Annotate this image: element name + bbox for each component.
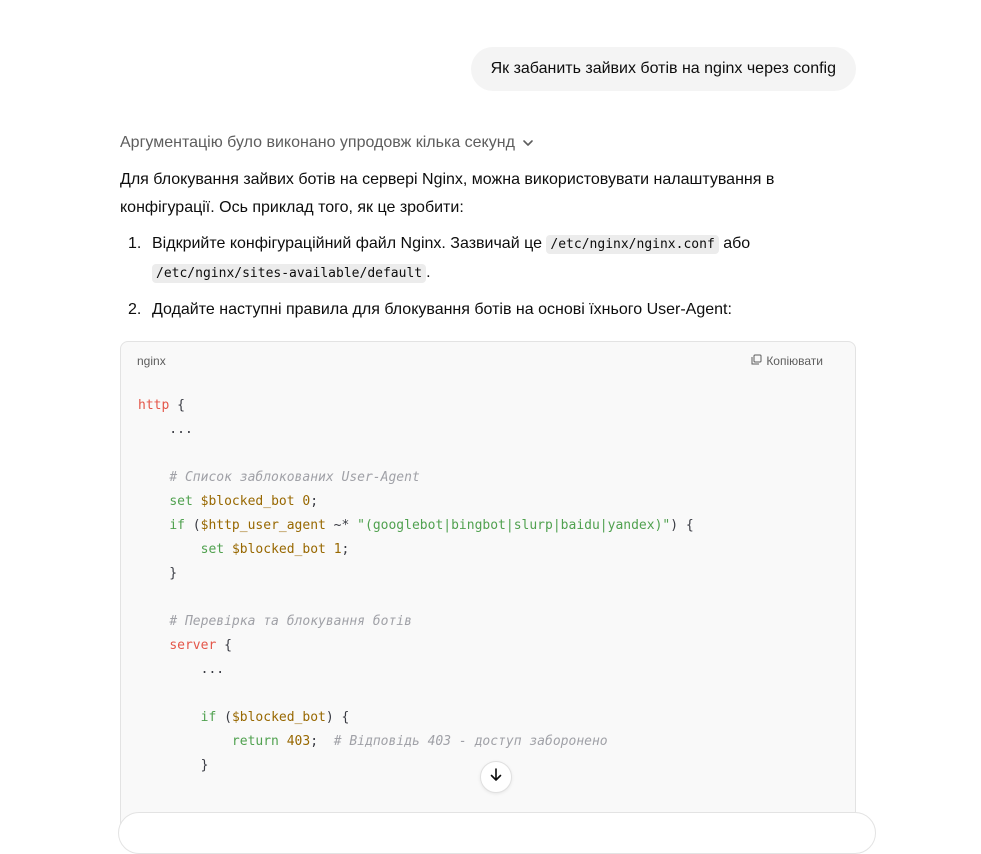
- reasoning-toggle[interactable]: [120, 134, 535, 152]
- list-item: [120, 230, 860, 288]
- step-text-before: Відкрийте конфігураційний файл Nginx. Зазвичай це: [152, 235, 547, 252]
- message-composer[interactable]: [118, 812, 876, 854]
- code-line: http {: [138, 398, 185, 413]
- chevron-down-icon: [521, 136, 535, 150]
- code-line: # Перевірка та блокування ботів: [169, 614, 412, 629]
- code-line: }: [138, 566, 178, 581]
- reasoning-label: Аргументацію було виконано упродовж кілька секунд: [120, 134, 515, 151]
- copy-button[interactable]: [751, 354, 823, 368]
- steps-list: [120, 230, 860, 332]
- inline-code-path: /etc/nginx/nginx.conf: [546, 235, 718, 254]
- code-line: server {: [169, 638, 232, 653]
- code-language-label: nginx: [137, 354, 166, 368]
- list-item: [120, 296, 860, 324]
- inline-code-path: /etc/nginx/sites-available/default: [152, 264, 426, 283]
- step-number: 1.: [128, 235, 142, 252]
- code-line: set $blocked_bot 1;: [200, 542, 350, 557]
- arrow-down-icon: [488, 767, 504, 788]
- code-line: set $blocked_bot 0;: [169, 494, 319, 509]
- code-line: if ($blocked_bot) {: [200, 710, 350, 725]
- code-line: return 403; # Відповідь 403 - доступ заборонено: [231, 734, 608, 749]
- code-line: # Список заблокованих User-Agent: [169, 470, 420, 485]
- code-line: if ($http_user_agent ~* "(googlebot|bingbot|slurp|baidu|yandex)") {: [169, 518, 694, 533]
- user-message-bubble: [471, 47, 856, 91]
- assistant-intro-text: Для блокування зайвих ботів на сервері Nginx, можна використовувати налаштування в конфігурації. Ось приклад того, як це зробити:: [120, 171, 775, 216]
- code-line: }: [138, 758, 209, 773]
- user-message-text: Як забанить зайвих ботів на nginx через config: [490, 60, 836, 77]
- code-header: [121, 342, 855, 380]
- code-line: ...: [138, 662, 225, 677]
- copy-icon: [751, 354, 762, 368]
- step-text-middle: або: [718, 235, 751, 252]
- step-text-after: .: [426, 264, 431, 281]
- code-line: ...: [138, 422, 193, 437]
- copy-label: Копіювати: [766, 354, 823, 368]
- code-content: [121, 380, 855, 792]
- step-number: 2.: [128, 301, 142, 318]
- scroll-down-button[interactable]: [480, 761, 512, 793]
- step-text: Додайте наступні правила для блокування ботів на основі їхнього User-Agent:: [152, 301, 732, 318]
